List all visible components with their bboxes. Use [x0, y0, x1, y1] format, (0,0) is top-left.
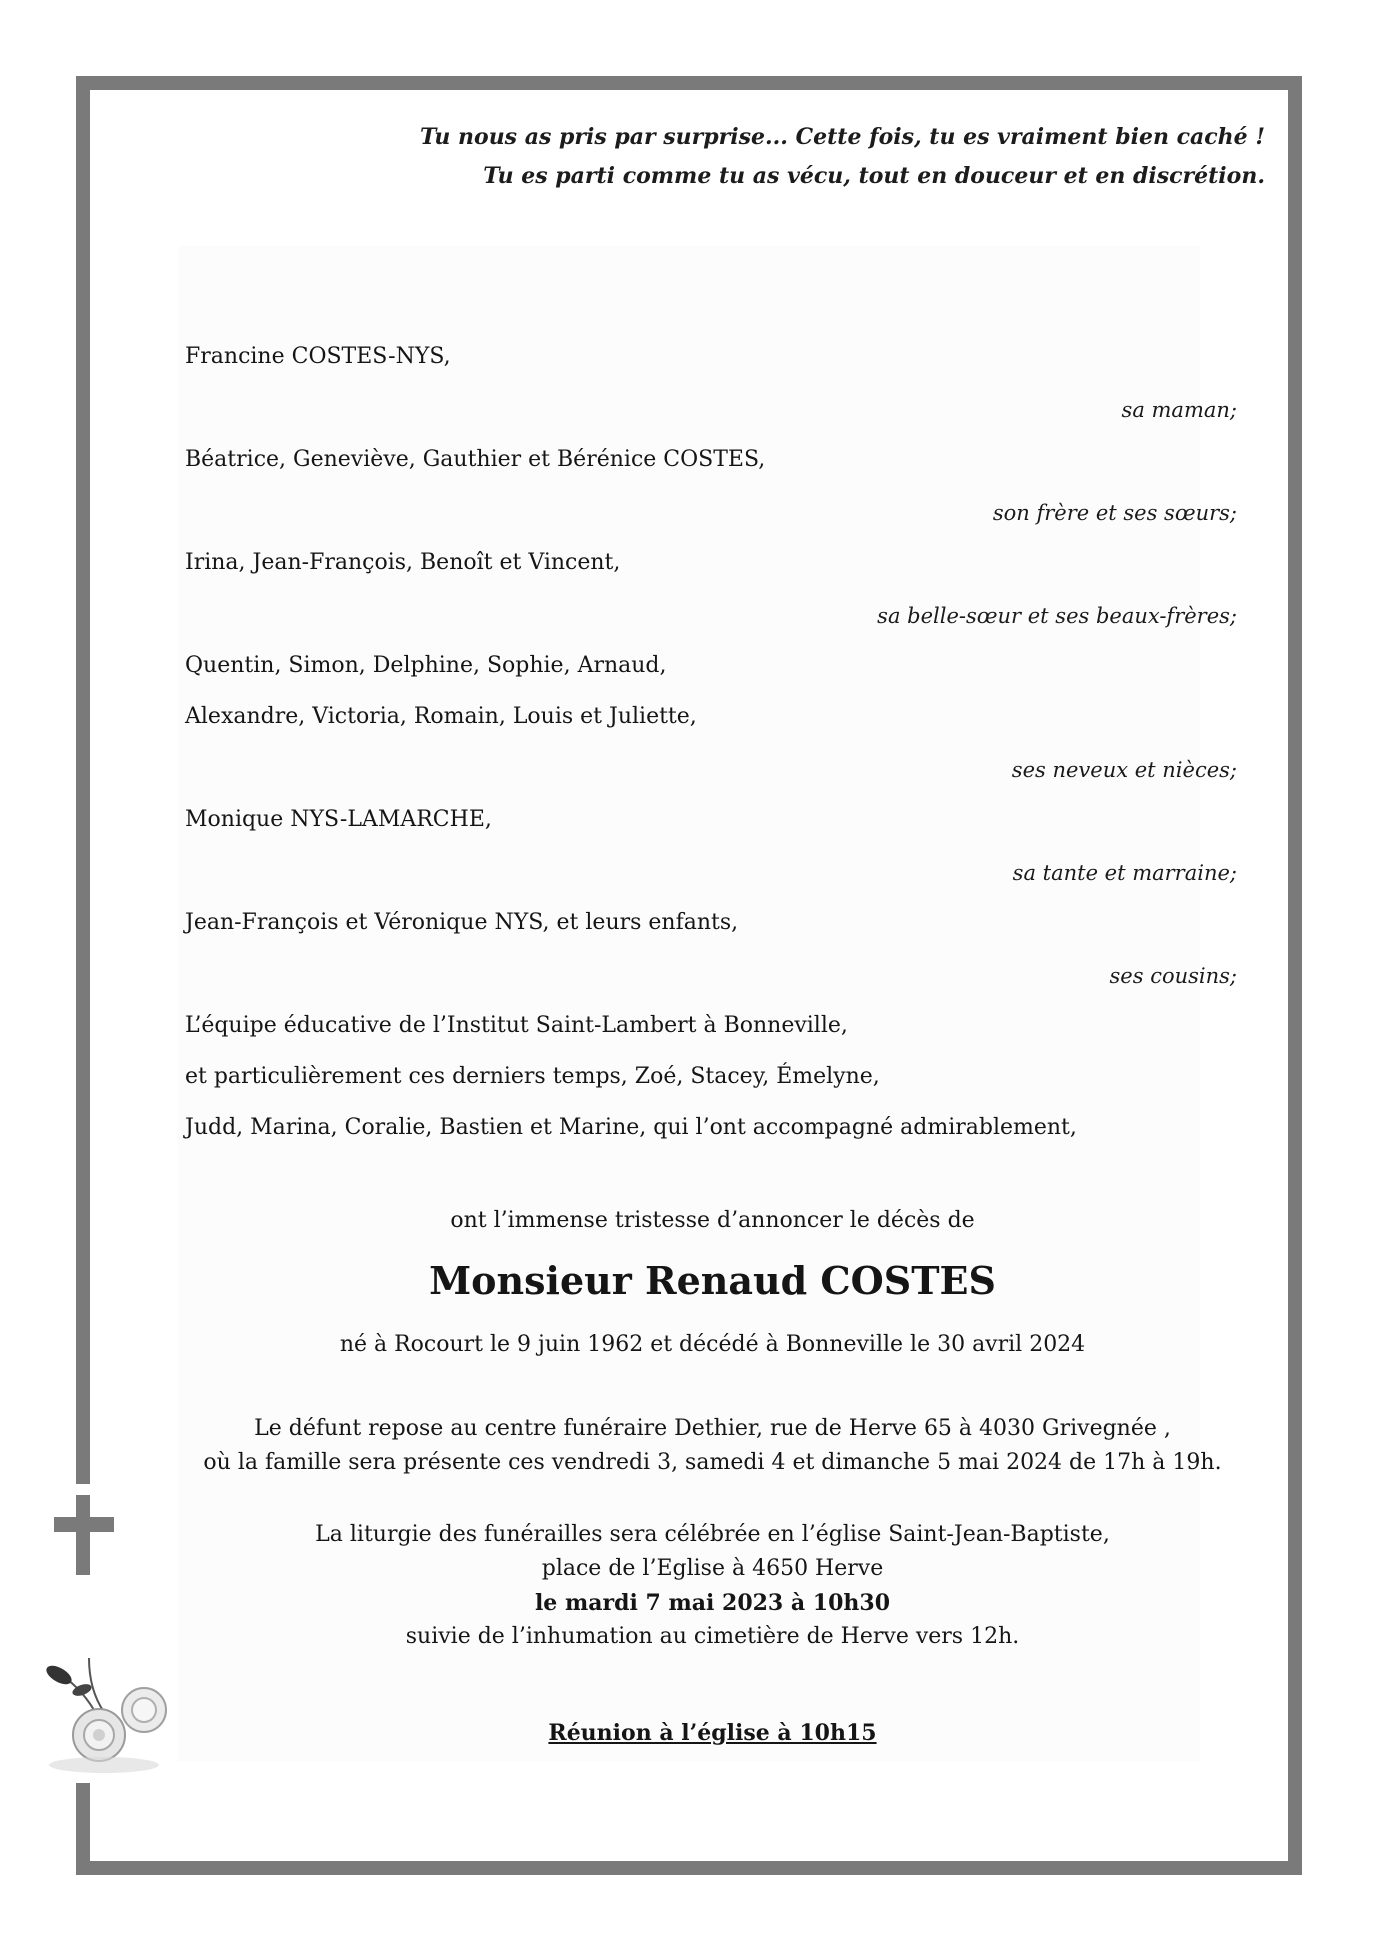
deceased-name: Monsieur Renaud COSTES — [429, 1258, 996, 1303]
liturgy-line-1: La liturgie des funérailles sera célébrée en l’église Saint-Jean-Baptiste, — [315, 1522, 1110, 1547]
liturgy-line-4: suivie de l’inhumation au cimetière de Herve vers 12h. — [405, 1624, 1020, 1649]
relation-in-laws: sa belle-sœur et ses beaux-frères; — [877, 604, 1237, 628]
repose-line-2: où la famille sera présente ces vendredi 3, samedi 4 et dimanche 5 mai 2024 de 17h à 19h. — [203, 1450, 1222, 1475]
family-names-cousins: Jean-François et Véronique NYS, et leurs enfants, — [185, 910, 739, 935]
liturgy-date: le mardi 7 mai 2023 à 10h30 — [534, 1590, 891, 1616]
epigraph — [420, 118, 1265, 196]
team-line-3: Judd, Marina, Coralie, Bastien et Marine, qui l’ont accompagné admirablement, — [185, 1115, 1077, 1140]
family-names-in-laws: Irina, Jean-François, Benoît et Vincent, — [185, 550, 621, 575]
birth-death-dates: né à Rocourt le 9 juin 1962 et décédé à Bonneville le 30 avril 2024 — [339, 1332, 1086, 1357]
repose-line-1: Le défunt repose au centre funéraire Dethier, rue de Herve 65 à 4030 Grivegnée , — [254, 1416, 1171, 1441]
family-names-mother: Francine COSTES-NYS, — [185, 344, 451, 369]
team-line-2: et particulièrement ces derniers temps, Zoé, Stacey, Émelyne, — [185, 1064, 880, 1089]
team-line-1: L’équipe éducative de l’Institut Saint-Lambert à Bonneville, — [185, 1013, 848, 1038]
family-names-nephews-1: Quentin, Simon, Delphine, Sophie, Arnaud, — [185, 653, 667, 678]
meeting-note — [24, 1720, 1377, 1746]
announcement: ont l’immense tristesse d’annoncer le décès de — [450, 1208, 975, 1233]
liturgy-line-2: place de l’Eglise à 4650 Herve — [541, 1556, 884, 1581]
epigraph-line-2: Tu es parti comme tu as vécu, tout en douceur et en discrétion. — [483, 163, 1265, 189]
relation-aunt: sa tante et marraine; — [1012, 861, 1237, 885]
family-names-siblings: Béatrice, Geneviève, Gauthier et Bérénice COSTES, — [185, 447, 766, 472]
relation-nephews: ses neveux et nièces; — [1011, 758, 1237, 782]
relation-cousins: ses cousins; — [1109, 964, 1237, 988]
epigraph-line-1: Tu nous as pris par surprise... Cette fois, tu es vraiment bien caché ! — [420, 124, 1265, 150]
meeting-text: Réunion à l’église à 10h15 — [548, 1720, 877, 1746]
roses-icon — [34, 1650, 174, 1775]
relation-mother: sa maman; — [1121, 398, 1237, 422]
relation-siblings: son frère et ses sœurs; — [992, 501, 1237, 525]
family-names-nephews-2: Alexandre, Victoria, Romain, Louis et Juliette, — [185, 704, 697, 729]
border-left-lower — [76, 1783, 90, 1875]
family-names-aunt: Monique NYS-LAMARCHE, — [185, 807, 492, 832]
